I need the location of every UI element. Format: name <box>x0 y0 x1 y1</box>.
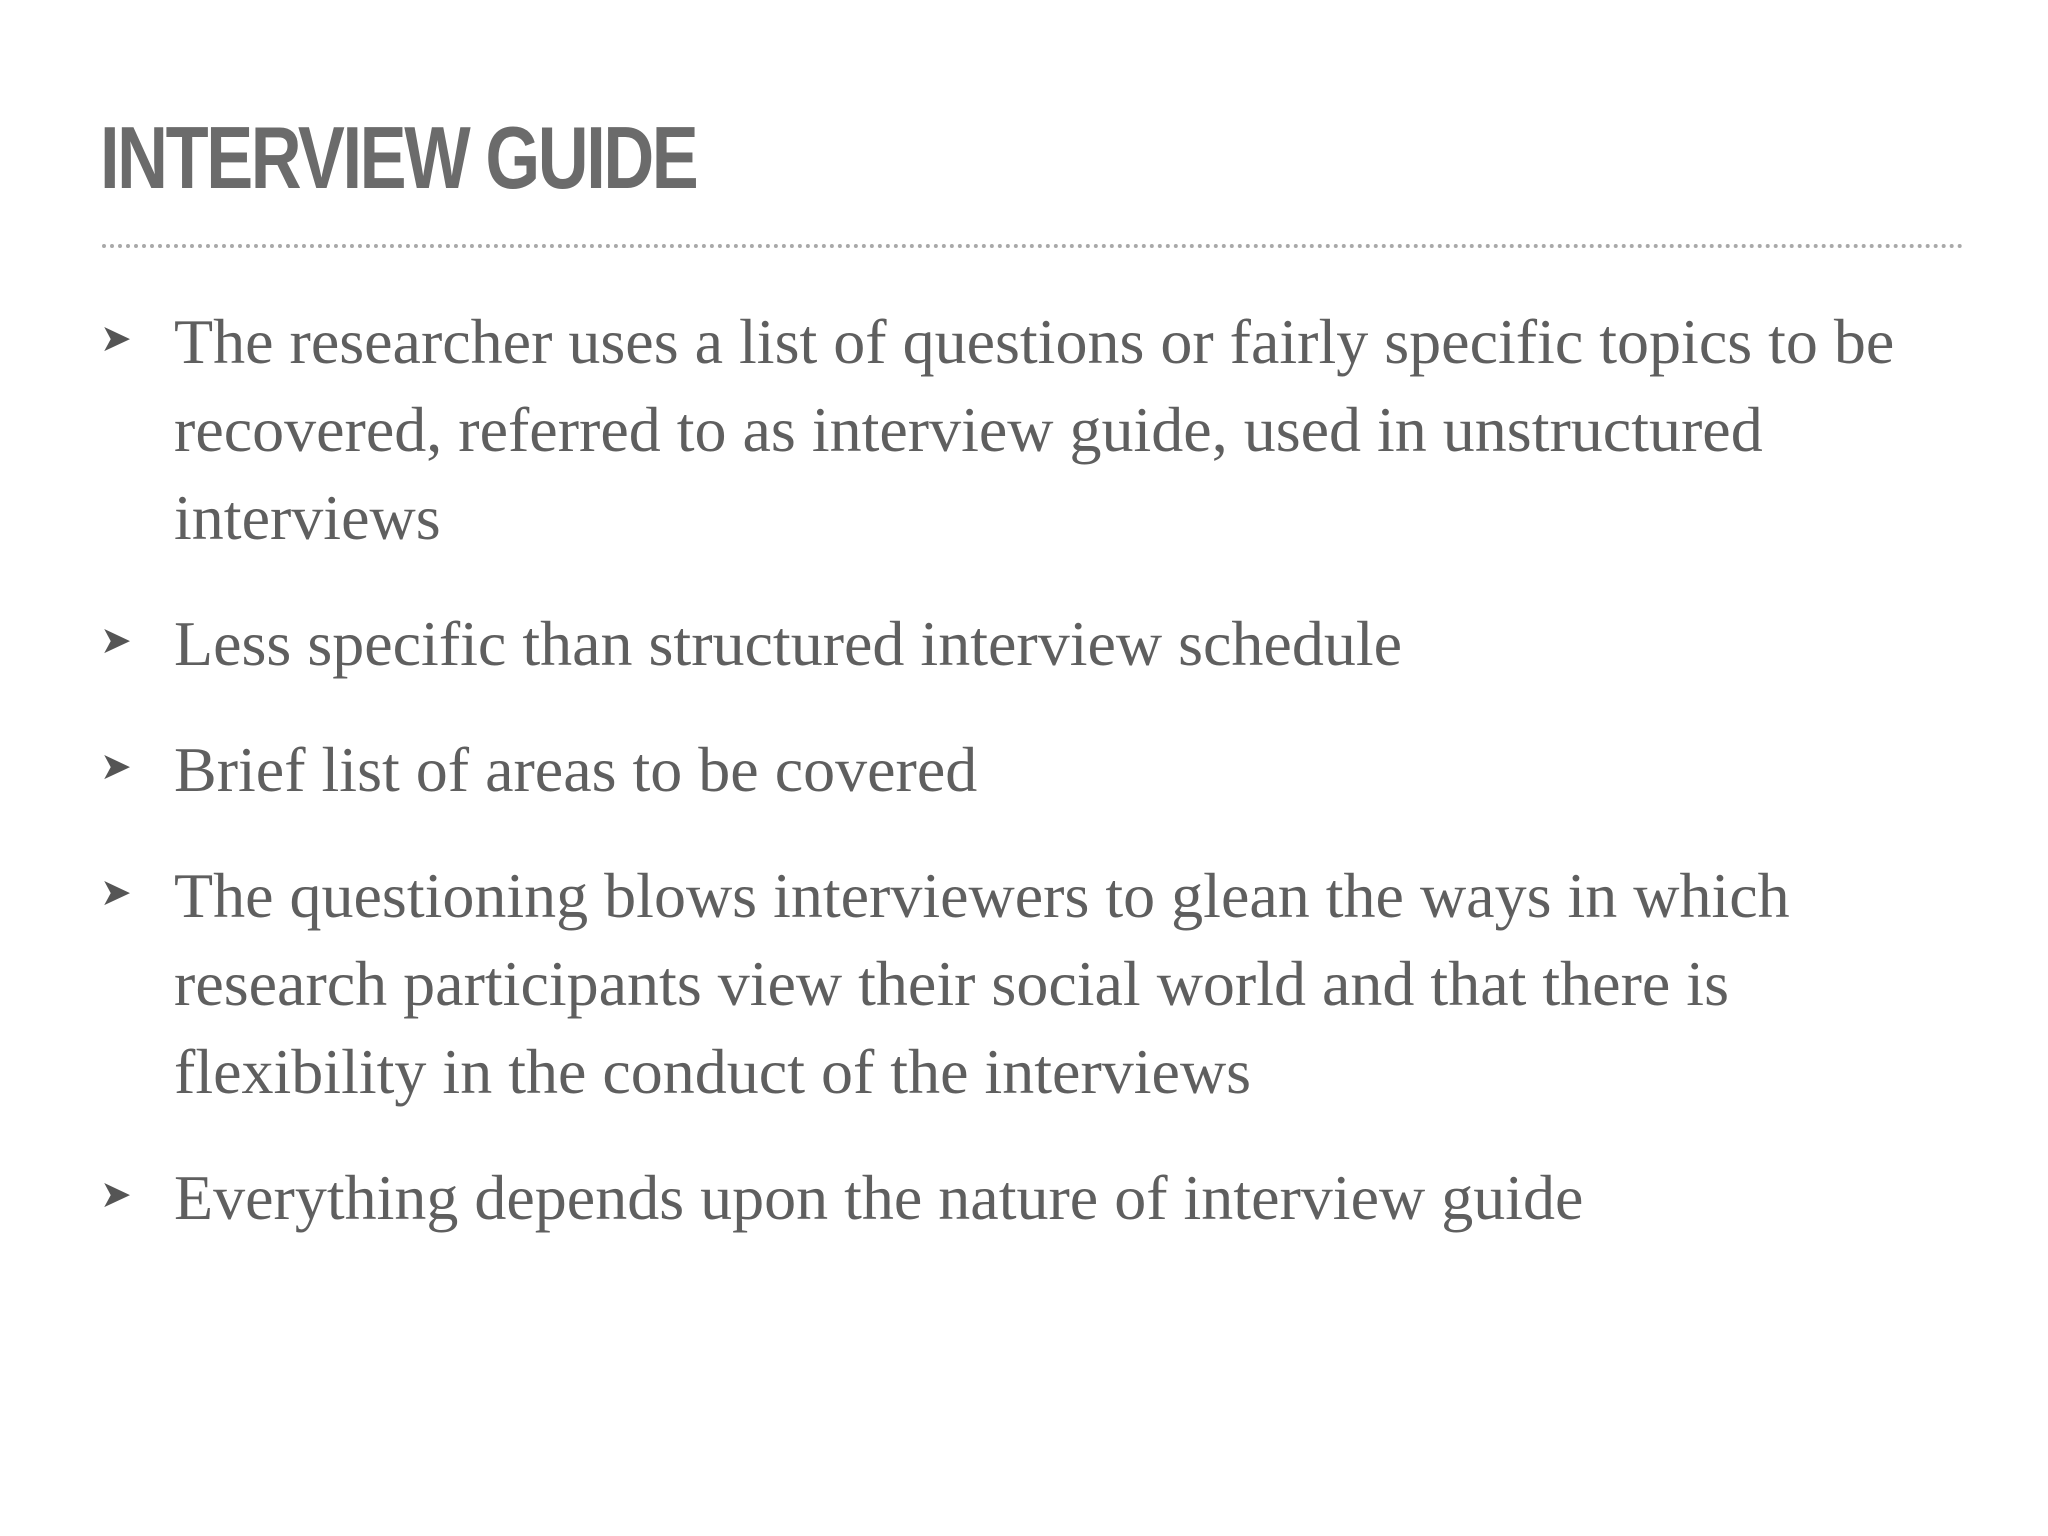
bullet-item <box>100 852 1960 1116</box>
arrow-bullet-icon: ➤ <box>100 744 132 788</box>
arrow-bullet-icon: ➤ <box>100 618 132 662</box>
bullet-text: The questioning blows interviewers to glean the ways in which research participants view their social world and that there is flexibility in the conduct of the interviews <box>174 860 1790 1107</box>
arrow-bullet-icon: ➤ <box>100 1172 132 1216</box>
arrow-bullet-icon: ➤ <box>100 316 132 360</box>
bullet-text: Brief list of areas to be covered <box>174 734 978 805</box>
bullet-text: Less specific than structured interview schedule <box>174 608 1402 679</box>
bullet-text: The researcher uses a list of questions or fairly specific topics to be recovered, referred to as interview guide, used in unstructured interviews <box>174 306 1895 553</box>
bullet-item <box>100 726 1960 814</box>
bullet-item <box>100 600 1960 688</box>
bullet-item <box>100 1154 1960 1242</box>
bullet-list <box>100 298 1960 1280</box>
bullet-text: Everything depends upon the nature of interview guide <box>174 1162 1584 1233</box>
bullet-item <box>100 298 1960 562</box>
slide-title: INTERVIEW GUIDE <box>100 108 697 207</box>
dotted-divider <box>102 244 1964 248</box>
arrow-bullet-icon: ➤ <box>100 870 132 914</box>
